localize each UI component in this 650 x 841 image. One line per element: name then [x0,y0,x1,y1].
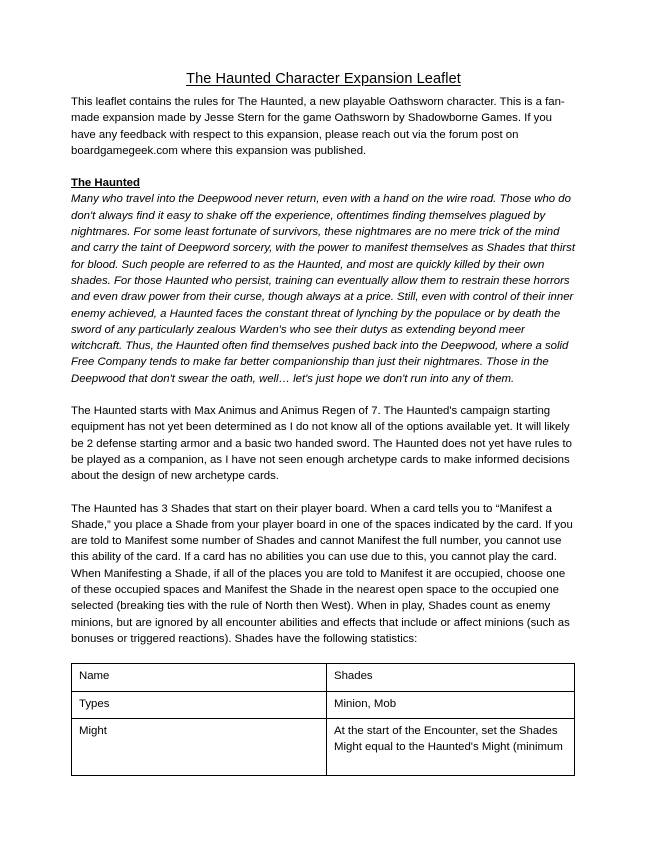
spacer [71,387,576,403]
table-cell-label: Name [72,664,327,692]
table-cell-value: At the start of the Encounter, set the Shades Might equal to the Haunted's Might (minimum [327,719,575,776]
table-row [72,691,575,719]
shades-stats-table [71,663,575,776]
table-cell-value: Minion, Mob [327,691,575,719]
shades-rules-paragraph: The Haunted has 3 Shades that start on their player board. When a card tells you to “Manifest a Shade,” you place a Shade from your player board in one of the spaces indicated by the card. If you are told to Manifest some number of Shades and cannot Manifest the full number, you cannot use this ability of the card. If a card has no abilities you can use due to this, you cannot play the card. When Manifesting a Shade, if all of the places you are told to Manifest it are occupied, choose one of these occupied spaces and Manifest the Shade in the nearest open space to the occupied one selected (breaking ties with the rule of North then West). When in play, Shades count as enemy minions, but are ignored by all encounter abilities and effects that include or affect minions (such as bonuses or triggered reactions). Shades have the following statistics: [71,502,573,645]
page-title: The Haunted Character Expansion Leaflet [186,71,461,87]
lore-paragraph: Many who travel into the Deepwood never return, even with a hand on the wire road. Those who do don't always find it easy to shake off the experience, oftentimes finding themselves plagued by nightmares. For some least fortunate of survivors, these nightmares are no mere trick of the mind and carry the taint of Deepword sorcery, with the power to manifest themselves as Shades that thirst for blood. Such people are referred to as the Haunted, and most are quickly killed by their own shades. For those Haunted who persist, training can eventually allow them to restrain these horrors and even draw power from their curse, though always at a price. Still, even with control of their inner enemy achieved, a Haunted faces the constant threat of lynching by the populace or by death the sword of any particularly zealous Warden's who see their dutys as extending beyond meer witchcraft. Thus, the Haunted often find themselves pushed back into the Deepwood, where a solid Free Company tends to make far better companionship than just their nightmares. Those in the Deepwood that don't swear the oath, well… let's just hope we don't run into any of them. [71,193,576,385]
stats-paragraph: The Haunted starts with Max Animus and Animus Regen of 7. The Haunted's campaign starting equipment has not yet been determined as I do not know all of the options available yet. It will likely be 2 defense starting armor and a basic two handed sword. The Haunted does not yet have rules to be played as a companion, as I have not seen enough archetype cards to make informed decisions about the design of new archetype cards. [71,405,572,483]
intro-paragraph: This leaflet contains the rules for The Haunted, a new playable Oathsworn character. This is a fan-made expansion made by Jesse Stern for the game Oathsworn by Shadowborne Games. If you have any feedback with respect to this expansion, please reach out via the forum post on boardgamegeek.com where this expansion was published. [71,96,565,157]
section-heading-the-haunted: The Haunted [71,177,140,190]
spacer [71,485,576,501]
table-row [72,719,575,776]
table-cell-label: Types [72,691,327,719]
document-content [71,70,576,776]
table-cell-label: Might [72,719,327,776]
table-row [72,664,575,692]
table-cell-value: Shades [327,664,575,692]
spacer [71,159,576,175]
